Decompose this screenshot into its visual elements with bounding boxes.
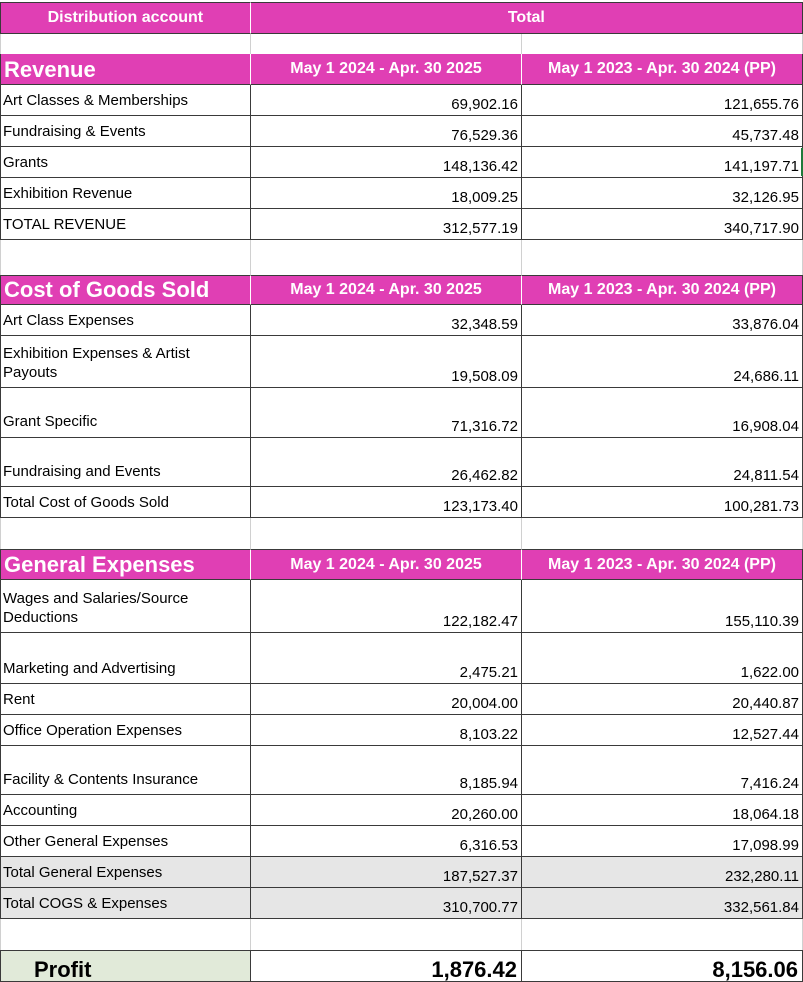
current-value-cell[interactable]: 312,577.19 [251,209,522,240]
current-value-cell[interactable]: 69,902.16 [251,85,522,116]
prior-value-cell[interactable]: 24,811.54 [522,438,803,487]
row-label-cell[interactable]: Art Class Expenses [0,305,251,336]
spacer-row [0,34,803,54]
prior-value-cell[interactable]: 121,655.76 [522,85,803,116]
prior-value-cell[interactable]: 155,110.39 [522,580,803,633]
current-value-cell[interactable]: 187,527.37 [251,857,522,888]
table-row [0,305,803,336]
row-label-cell[interactable]: Other General Expenses [0,826,251,857]
prior-value-cell[interactable]: 33,876.04 [522,305,803,336]
spacer-row [0,518,803,549]
total-row [0,487,803,518]
cogs-period-current[interactable]: May 1 2024 - Apr. 30 2025 [251,275,522,305]
prior-value-cell[interactable]: 7,416.24 [522,746,803,795]
distribution-account-header[interactable] [0,2,251,34]
table-row [0,178,803,209]
row-label-cell[interactable]: Facility & Contents Insurance [0,746,251,795]
row-label-cell[interactable]: Total COGS & Expenses [0,888,251,919]
row-label-cell[interactable]: Rent [0,684,251,715]
current-value-cell[interactable]: 148,136.42 [251,147,522,178]
row-label-cell[interactable]: Accounting [0,795,251,826]
profit-current-cell[interactable]: 1,876.42 [251,950,522,982]
current-value-cell[interactable]: 8,103.22 [251,715,522,746]
revenue-section-title[interactable]: Revenue [0,54,251,85]
prior-value-cell[interactable]: 24,686.11 [522,336,803,388]
revenue-period-prior[interactable]: May 1 2023 - Apr. 30 2024 (PP) [522,54,803,85]
profit-row [0,950,803,982]
total-header[interactable] [251,2,803,34]
prior-value-cell[interactable]: 332,561.84 [522,888,803,919]
row-label-cell[interactable]: Fundraising and Events [0,438,251,487]
table-row [0,85,803,116]
row-label-cell[interactable]: Grants [0,147,251,178]
prior-value-cell[interactable]: 45,737.48 [522,116,803,147]
current-value-cell[interactable]: 71,316.72 [251,388,522,438]
prior-value-cell[interactable]: 17,098.99 [522,826,803,857]
row-label-cell[interactable]: Grant Specific [0,388,251,438]
current-value-cell[interactable]: 2,475.21 [251,633,522,684]
row-label-cell[interactable]: Exhibition Expenses & Artist Payouts [0,336,251,388]
prior-value-cell[interactable]: 100,281.73 [522,487,803,518]
general-period-current[interactable]: May 1 2024 - Apr. 30 2025 [251,549,522,580]
spacer-row [0,240,803,275]
current-value-cell[interactable]: 123,173.40 [251,487,522,518]
prior-value-cell[interactable]: 141,197.71 [522,147,803,178]
table-row [0,746,803,795]
table-row [0,388,803,438]
distribution-account-label: Distribution account [47,9,204,26]
general-period-prior[interactable]: May 1 2023 - Apr. 30 2024 (PP) [522,549,803,580]
current-value-cell[interactable]: 8,185.94 [251,746,522,795]
prior-value-cell[interactable]: 232,280.11 [522,857,803,888]
table-row [0,795,803,826]
current-value-cell[interactable]: 76,529.36 [251,116,522,147]
profit-prior-cell[interactable]: 8,156.06 [522,950,803,982]
current-value-cell[interactable]: 310,700.77 [251,888,522,919]
row-label-cell[interactable]: Exhibition Revenue [0,178,251,209]
current-value-cell[interactable]: 20,260.00 [251,795,522,826]
table-row [0,715,803,746]
table-row [0,684,803,715]
top-header-row [0,2,803,34]
table-row [0,336,803,388]
current-value-cell[interactable]: 20,004.00 [251,684,522,715]
prior-value-cell[interactable]: 18,064.18 [522,795,803,826]
general-section-title[interactable]: General Expenses [0,549,251,580]
current-value-cell[interactable]: 19,508.09 [251,336,522,388]
table-row [0,826,803,857]
revenue-period-current[interactable]: May 1 2024 - Apr. 30 2025 [251,54,522,85]
revenue-header-row [0,54,803,85]
prior-value-cell[interactable]: 12,527.44 [522,715,803,746]
table-row [0,438,803,487]
total-row [0,888,803,919]
general-header-row [0,549,803,580]
prior-value-cell[interactable]: 32,126.95 [522,178,803,209]
total-row [0,857,803,888]
row-label-cell[interactable]: TOTAL REVENUE [0,209,251,240]
table-row [0,147,803,178]
row-label-cell[interactable]: Fundraising & Events [0,116,251,147]
prior-value-cell[interactable]: 16,908.04 [522,388,803,438]
prior-value-cell[interactable]: 340,717.90 [522,209,803,240]
cogs-header-row [0,275,803,305]
table-row [0,116,803,147]
current-value-cell[interactable]: 32,348.59 [251,305,522,336]
cogs-period-prior[interactable]: May 1 2023 - Apr. 30 2024 (PP) [522,275,803,305]
current-value-cell[interactable]: 26,462.82 [251,438,522,487]
current-value-cell[interactable]: 6,316.53 [251,826,522,857]
row-label-cell[interactable]: Office Operation Expenses [0,715,251,746]
prior-value-cell[interactable]: 20,440.87 [522,684,803,715]
cogs-section-title[interactable]: Cost of Goods Sold [0,275,251,305]
row-label-cell[interactable]: Marketing and Advertising [0,633,251,684]
current-value-cell[interactable]: 18,009.25 [251,178,522,209]
table-row [0,580,803,633]
row-label-cell[interactable]: Art Classes & Memberships [0,85,251,116]
row-label-cell[interactable]: Total Cost of Goods Sold [0,487,251,518]
profit-label-cell[interactable]: Profit [0,950,251,982]
table-row [0,633,803,684]
total-row [0,209,803,240]
total-label: Total [507,9,545,26]
row-label-cell[interactable]: Total General Expenses [0,857,251,888]
spacer-row [0,919,803,950]
row-label-cell[interactable]: Wages and Salaries/Source Deductions [0,580,251,633]
prior-value-cell[interactable]: 1,622.00 [522,633,803,684]
current-value-cell[interactable]: 122,182.47 [251,580,522,633]
